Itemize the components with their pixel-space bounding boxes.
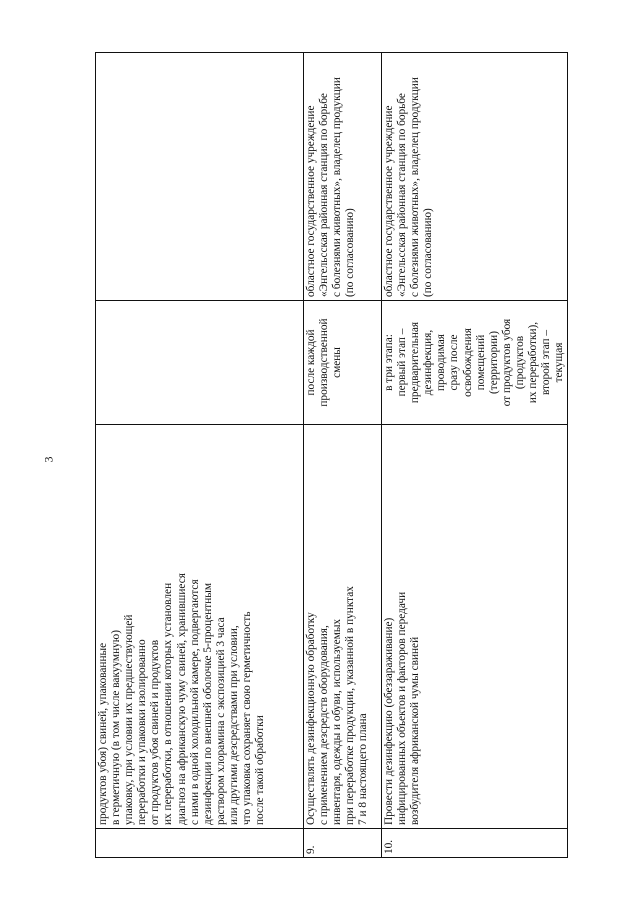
text-line: от продуктов убоя свиней и продуктов [149, 639, 162, 825]
text-line: (по согласованию) [422, 208, 435, 297]
text-line: или другими дезсредствами при условии, [227, 625, 240, 825]
text-line: с болезнями животных», владелец продукции [331, 77, 344, 297]
action-cell [96, 425, 304, 829]
text-line: с ними в одной холодильной камере, подвергаются [188, 579, 201, 825]
text-line: раствором хлорамина с экспозицией 3 часа [214, 617, 227, 825]
text-line: проводимая [435, 334, 448, 391]
text-line: продуктов убоя) свиней, упакованные [97, 642, 109, 825]
responsible-cell [304, 53, 382, 301]
table-row [382, 53, 568, 858]
action-cell [304, 425, 382, 829]
term-cell [382, 301, 568, 425]
text-line: возбудителя африканской чумы свиней [409, 636, 422, 825]
measures-table [95, 52, 568, 858]
text-line: диагноз на африканскую чуму свиней, хранившиеся [175, 573, 188, 825]
text-line: Провести дезинфекцию (обеззараживание) [383, 617, 395, 825]
text-line: 7 и 8 настоящего плана [357, 713, 370, 825]
term-cell [96, 301, 304, 425]
text-line: инфицированных объектов и факторов передачи [396, 591, 409, 825]
text-line: их переработки), [527, 321, 540, 404]
text-line: смены [331, 347, 344, 378]
table-row [304, 53, 382, 858]
text-line: в три этапа: [383, 334, 395, 391]
text-line: (продуктов [513, 335, 526, 390]
text-line: сразу после [448, 334, 461, 391]
row-number: 10. [382, 829, 568, 858]
text-line: Осуществлять дезинфекционную обработку [305, 612, 317, 825]
text-line: их переработки, в отношении которых установлен [162, 582, 175, 825]
text-line: текущая [553, 342, 566, 383]
text-line: после каждой [305, 329, 317, 396]
text-line: упаковку, при условии их предшествующей [123, 614, 136, 825]
text-line: первый этап – [396, 328, 409, 397]
text-line: при переработке продукции, указанной в пунктах [344, 586, 357, 825]
text-line: инвентаря, одежды и обуви, используемых [331, 618, 344, 825]
text-line: в герметичную (в том числе вакуумную) [110, 630, 123, 825]
text-line: (территории) [487, 331, 500, 394]
table-row [96, 53, 304, 858]
rotated-page-content [95, 53, 565, 858]
text-line: предварительная [409, 321, 422, 404]
responsible-cell [96, 53, 304, 301]
text-line: второй этап – [540, 330, 553, 395]
text-line: переработки и упаковки изолированно [136, 639, 149, 825]
text-line: освобождения [461, 328, 474, 397]
text-line: с применением дезсредств оборудования, [318, 625, 331, 825]
text-line: (по согласованию) [344, 208, 357, 297]
text-line: помещений [474, 334, 487, 391]
text-line: производственной [318, 318, 331, 407]
text-line: «Энгельсская районная станция по борьбе [396, 93, 409, 297]
text-line: после такой обработки [254, 715, 267, 825]
text-line: с болезнями животных», владелец продукции [409, 77, 422, 297]
term-cell [304, 301, 382, 425]
text-line: дезинфекция, [422, 329, 435, 396]
page-number: 3 [41, 456, 56, 463]
responsible-cell [382, 53, 568, 301]
text-line: областное государственное учреждение [383, 105, 395, 297]
text-line: от продуктов убоя [500, 318, 513, 407]
text-line: что упаковка сохраняет свою герметичность [241, 611, 254, 825]
row-number [96, 829, 304, 858]
action-cell [382, 425, 568, 829]
text-line: дезинфекции по внешней оболочке 5-процентным [201, 583, 214, 825]
text-line: «Энгельсская районная станция по борьбе [318, 93, 331, 297]
row-number: 9. [304, 829, 382, 858]
text-line: областное государственное учреждение [305, 105, 317, 297]
